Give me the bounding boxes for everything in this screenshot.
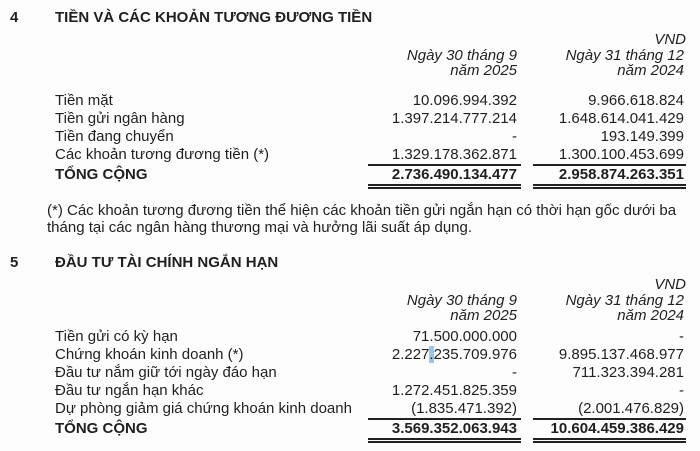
column-headers (10, 293, 686, 323)
section-number: 4 (10, 9, 19, 26)
amount-2024: (2.001.476.829) (533, 400, 686, 420)
table-row (10, 128, 686, 146)
column-header-line2: năm 2025 (450, 62, 517, 79)
total-label: TỔNG CỘNG (55, 420, 148, 437)
column-header-line2: năm 2024 (617, 62, 684, 79)
column-header-line1: Ngày 31 tháng 12 (565, 47, 684, 64)
row-label: Tiền đang chuyển (55, 128, 174, 145)
table-row (10, 382, 686, 400)
table-row (10, 328, 686, 346)
column-header-2025 (368, 48, 521, 78)
table-row (10, 146, 686, 166)
column-header-line1: Ngày 30 tháng 9 (406, 47, 517, 64)
footnote-line: tháng tại các ngân hàng thương mại và hưởng lãi suất áp dụng. (47, 219, 473, 236)
amount-2024: 711.323.394.281 (572, 364, 684, 381)
column-header-spacer (10, 293, 368, 323)
selection-highlight: . (429, 346, 434, 363)
row-label: Chứng khoán kinh doanh (*) (55, 346, 244, 363)
amount-2024: 1.300.100.453.699 (533, 146, 686, 166)
column-header-2024 (533, 293, 686, 323)
section-number: 5 (10, 254, 19, 271)
section-short-term-investments (10, 254, 686, 443)
row-label: Dự phòng giảm giá chứng khoán kinh doanh (55, 400, 352, 417)
column-header-line1: Ngày 31 tháng 12 (565, 292, 684, 309)
footnote-line: (*) Các khoản tương đương tiền thể hiện các khoản tiền gửi ngắn hạn có thời hạn gốc dưới ba (47, 202, 677, 219)
amount-2024: - (679, 382, 684, 399)
column-header-2024 (533, 48, 686, 78)
amount-2025: (1.835.471.392) (368, 400, 521, 420)
row-label: Đầu tư ngắn hạn khác (55, 382, 204, 399)
currency-label: VND (654, 31, 686, 48)
table-row (10, 364, 686, 382)
table-row (10, 92, 686, 110)
currency-label: VND (654, 276, 686, 293)
row-label: Tiền gửi có kỳ hạn (55, 328, 178, 345)
amount-2025: 2.227.235.709.976 (391, 346, 517, 363)
section-header (10, 9, 686, 27)
column-headers (10, 48, 686, 78)
amount-2025: 1.272.451.825.359 (391, 382, 517, 399)
section-cash-and-equivalents (10, 9, 686, 236)
amount-2025: 1.397.214.777.214 (391, 110, 517, 127)
total-amount-2025: 3.569.352.063.943 (368, 420, 521, 443)
amount-2025: 71.500.000.000 (412, 328, 517, 345)
investments-table (10, 328, 686, 443)
amount-2025: 10.096.994.392 (412, 92, 517, 109)
amount-2025: 1.329.178.362.871 (368, 146, 521, 166)
amount-2024: - (679, 328, 684, 345)
column-header-line2: năm 2024 (617, 307, 684, 324)
table-row (10, 346, 686, 364)
total-amount-2024: 10.604.459.386.429 (533, 420, 686, 443)
section-header (10, 254, 686, 272)
column-header-line2: năm 2025 (450, 307, 517, 324)
column-header-spacer (10, 48, 368, 78)
total-amount-2025: 2.736.490.134.477 (368, 166, 521, 189)
total-row (10, 166, 686, 189)
total-row (10, 420, 686, 443)
column-gap (521, 293, 533, 323)
column-header-2025 (368, 293, 521, 323)
amount-2024: 9.966.618.824 (588, 92, 684, 109)
row-label: Các khoản tương đương tiền (*) (55, 146, 270, 163)
table-row (10, 400, 686, 420)
total-label: TỔNG CỘNG (55, 166, 148, 183)
section-title: TIỀN VÀ CÁC KHOẢN TƯƠNG ĐƯƠNG TIỀN (55, 9, 373, 26)
amount-2025: - (512, 364, 517, 381)
amount-2025: - (512, 128, 517, 145)
amount-2024: 9.895.137.468.977 (558, 346, 684, 363)
row-label: Tiền mặt (55, 92, 113, 109)
column-header-line1: Ngày 30 tháng 9 (406, 292, 517, 309)
amount-2024: 1.648.614.041.429 (558, 110, 684, 127)
row-label: Đầu tư nắm giữ tới ngày đáo hạn (55, 364, 277, 381)
table-row (10, 110, 686, 128)
amount-2024: 193.149.399 (600, 128, 684, 145)
section-title: ĐẦU TƯ TÀI CHÍNH NGẮN HẠN (55, 254, 279, 271)
cash-table (10, 92, 686, 189)
row-label: Tiền gửi ngân hàng (55, 110, 185, 127)
footnote (47, 202, 686, 236)
total-amount-2024: 2.958.874.263.351 (533, 166, 686, 189)
column-gap (521, 48, 533, 78)
